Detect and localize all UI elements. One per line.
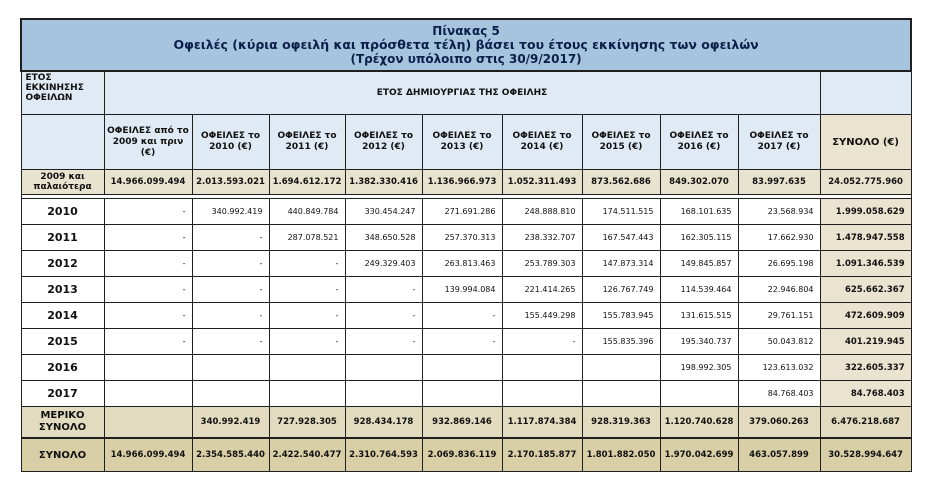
row-year-label: 2017	[21, 381, 104, 407]
table-cell: 1.120.740.628	[660, 407, 738, 439]
table-cell: 123.613.032	[738, 355, 820, 381]
row-total-cell: 322.605.337	[820, 355, 911, 381]
table-cell: 348.650.528	[345, 225, 422, 251]
table-cell: -	[104, 277, 192, 303]
table-cell	[104, 381, 192, 407]
table-cell: 849.302.070	[660, 170, 738, 195]
table-cell	[502, 355, 582, 381]
table-cell: 440.849.784	[269, 199, 345, 225]
row-total-cell: 24.052.775.960	[820, 170, 911, 195]
table-cell: 14.966.099.494	[104, 170, 192, 195]
table-cell: 727.928.305	[269, 407, 345, 439]
table-cell: -	[269, 329, 345, 355]
debts-table	[20, 18, 912, 472]
table-cell	[192, 355, 269, 381]
table-cell: 2.422.540.477	[269, 438, 345, 472]
table-cell: -	[502, 329, 582, 355]
table-cell: 83.997.635	[738, 170, 820, 195]
table-row-2011	[21, 225, 911, 251]
table-cell: 139.994.084	[422, 277, 502, 303]
table-cell: 162.305.115	[660, 225, 738, 251]
caption-line-2: Οφειλές (κύρια οφειλή και πρόσθετα τέλη) βάσει του έτους εκκίνησης των οφειλών	[173, 37, 759, 52]
table-cell: 147.873.314	[582, 251, 660, 277]
table-cell	[660, 381, 738, 407]
table-cell: 29.761.151	[738, 303, 820, 329]
col-header-total: ΣΥΝΟΛΟ (€)	[820, 115, 911, 170]
table-cell: 263.813.463	[422, 251, 502, 277]
table-cell: 174.511.515	[582, 199, 660, 225]
table-cell	[345, 355, 422, 381]
table-cell: 131.615.515	[660, 303, 738, 329]
table-cell: 195.340.737	[660, 329, 738, 355]
table-cell: -	[192, 329, 269, 355]
table-cell: -	[345, 303, 422, 329]
table-cell	[582, 355, 660, 381]
table-cell: 1.136.966.973	[422, 170, 502, 195]
table-cell: -	[422, 329, 502, 355]
debts-table-container	[20, 18, 910, 472]
table-cell: -	[345, 277, 422, 303]
table-cell	[269, 355, 345, 381]
table-cell: 340.992.419	[192, 199, 269, 225]
caption-line-1: Πίνακας 5	[432, 24, 500, 38]
table-cell: 17.662.930	[738, 225, 820, 251]
row-total-cell: 472.609.909	[820, 303, 911, 329]
table-cell: 198.992.305	[660, 355, 738, 381]
table-cell: -	[422, 303, 502, 329]
col-header-2011: ΟΦΕΙΛΕΣ το 2011 (€)	[269, 115, 345, 170]
table-cell: 253.789.303	[502, 251, 582, 277]
row-total-cell: 1.999.058.629	[820, 199, 911, 225]
table-row-2016	[21, 355, 911, 381]
table-caption-row	[21, 19, 911, 71]
table-cell: -	[192, 277, 269, 303]
table-cell: -	[269, 303, 345, 329]
row-total-cell: 6.476.218.687	[820, 407, 911, 439]
table-cell: -	[192, 225, 269, 251]
table-cell: 168.101.635	[660, 199, 738, 225]
row-year-label: 2009 και παλαιότερα	[21, 170, 104, 195]
table-cell: 287.078.521	[269, 225, 345, 251]
table-row-2014	[21, 303, 911, 329]
table-cell: -	[345, 329, 422, 355]
table-cell	[104, 407, 192, 439]
table-cell: 2.069.836.119	[422, 438, 502, 472]
row-total-cell: 84.768.403	[820, 381, 911, 407]
table-cell	[582, 381, 660, 407]
col-header-2012: ΟΦΕΙΛΕΣ το 2012 (€)	[345, 115, 422, 170]
table-cell: 167.547.443	[582, 225, 660, 251]
table-cell: 238.332.707	[502, 225, 582, 251]
row-year-label: 2015	[21, 329, 104, 355]
table-cell: -	[104, 251, 192, 277]
table-cell: 463.057.899	[738, 438, 820, 472]
table-cell: 1.970.042.699	[660, 438, 738, 472]
table-cell: 2.013.593.021	[192, 170, 269, 195]
row-total-cell: 1.478.947.558	[820, 225, 911, 251]
subtotal-row	[21, 407, 911, 439]
table-cell: 873.562.686	[582, 170, 660, 195]
table-cell	[422, 355, 502, 381]
table-cell: 928.319.363	[582, 407, 660, 439]
table-cell: 2.354.585.440	[192, 438, 269, 472]
row-year-label: 2011	[21, 225, 104, 251]
row-year-label: 2016	[21, 355, 104, 381]
col-header-2016: ΟΦΕΙΛΕΣ το 2016 (€)	[660, 115, 738, 170]
table-cell: 2.310.764.593	[345, 438, 422, 472]
col-header-2014: ΟΦΕΙΛΕΣ το 2014 (€)	[502, 115, 582, 170]
table-cell: -	[104, 199, 192, 225]
table-caption	[21, 19, 911, 71]
table-cell: 14.966.099.494	[104, 438, 192, 472]
table-cell: 2.170.185.877	[502, 438, 582, 472]
table-cell: 84.768.403	[738, 381, 820, 407]
table-cell: 271.691.286	[422, 199, 502, 225]
table-row-2015	[21, 329, 911, 355]
table-cell	[104, 355, 192, 381]
col-header-2013: ΟΦΕΙΛΕΣ το 2013 (€)	[422, 115, 502, 170]
row-total-cell: 625.662.367	[820, 277, 911, 303]
table-cell: 1.694.612.172	[269, 170, 345, 195]
table-cell: 248.888.810	[502, 199, 582, 225]
table-cell: 1.052.311.493	[502, 170, 582, 195]
table-cell: 26.695.198	[738, 251, 820, 277]
table-cell: -	[104, 225, 192, 251]
table-row-2017	[21, 381, 911, 407]
table-cell: 257.370.313	[422, 225, 502, 251]
row-year-label: 2014	[21, 303, 104, 329]
caption-line-3: (Τρέχον υπόλοιπο στις 30/9/2017)	[350, 52, 582, 66]
table-cell	[345, 381, 422, 407]
start-year-header: ΕΤΟΣ ΕΚΚΙΝΗΣΗΣ ΟΦΕΙΛΩΝ	[21, 71, 104, 115]
table-cell: 928.434.178	[345, 407, 422, 439]
table-cell: 50.043.812	[738, 329, 820, 355]
table-cell: 23.568.934	[738, 199, 820, 225]
col-header-2015: ΟΦΕΙΛΕΣ το 2015 (€)	[582, 115, 660, 170]
col-header-2009: ΟΦΕΙΛΕΣ από το 2009 και πριν (€)	[104, 115, 192, 170]
table-row-2009	[21, 170, 911, 195]
table-row-2010	[21, 199, 911, 225]
table-cell	[502, 381, 582, 407]
header-row-2	[21, 115, 911, 170]
table-row-2012	[21, 251, 911, 277]
table-cell: 126.767.749	[582, 277, 660, 303]
table-cell: 340.992.419	[192, 407, 269, 439]
header-year-blank	[21, 115, 104, 170]
table-cell: -	[104, 329, 192, 355]
row-year-label: 2010	[21, 199, 104, 225]
row-total-cell: 1.091.346.539	[820, 251, 911, 277]
table-cell: 932.869.146	[422, 407, 502, 439]
row-year-label: 2013	[21, 277, 104, 303]
table-cell: 114.539.464	[660, 277, 738, 303]
table-cell	[422, 381, 502, 407]
header-blank-cell	[820, 71, 911, 115]
col-header-2017: ΟΦΕΙΛΕΣ το 2017 (€)	[738, 115, 820, 170]
table-cell: 1.117.874.384	[502, 407, 582, 439]
table-cell: -	[104, 303, 192, 329]
row-year-label: 2012	[21, 251, 104, 277]
table-cell: 155.783.945	[582, 303, 660, 329]
table-cell: 221.414.265	[502, 277, 582, 303]
table-cell: 1.382.330.416	[345, 170, 422, 195]
table-row-2013	[21, 277, 911, 303]
grand-total-row	[21, 438, 911, 472]
col-header-2010: ΟΦΕΙΛΕΣ το 2010 (€)	[192, 115, 269, 170]
header-row-1	[21, 71, 911, 115]
grand-total-label: ΣΥΝΟΛΟ	[21, 438, 104, 472]
table-cell: -	[269, 277, 345, 303]
subtotal-label: ΜΕΡΙΚΟ ΣΥΝΟΛΟ	[21, 407, 104, 439]
table-cell: -	[269, 251, 345, 277]
table-cell: 22.946.804	[738, 277, 820, 303]
table-cell: 155.449.298	[502, 303, 582, 329]
creation-year-header: ΕΤΟΣ ΔΗΜΙΟΥΡΓΙΑΣ ΤΗΣ ΟΦΕΙΛΗΣ	[104, 71, 820, 115]
table-cell: 330.454.247	[345, 199, 422, 225]
table-cell: 149.845.857	[660, 251, 738, 277]
row-total-cell: 30.528.994.647	[820, 438, 911, 472]
table-cell: 249.329.403	[345, 251, 422, 277]
row-total-cell: 401.219.945	[820, 329, 911, 355]
table-cell	[192, 381, 269, 407]
table-cell: -	[192, 251, 269, 277]
table-cell: 379.060.263	[738, 407, 820, 439]
table-cell	[269, 381, 345, 407]
table-cell: 1.801.882.050	[582, 438, 660, 472]
table-cell: -	[192, 303, 269, 329]
table-cell: 155.835.396	[582, 329, 660, 355]
